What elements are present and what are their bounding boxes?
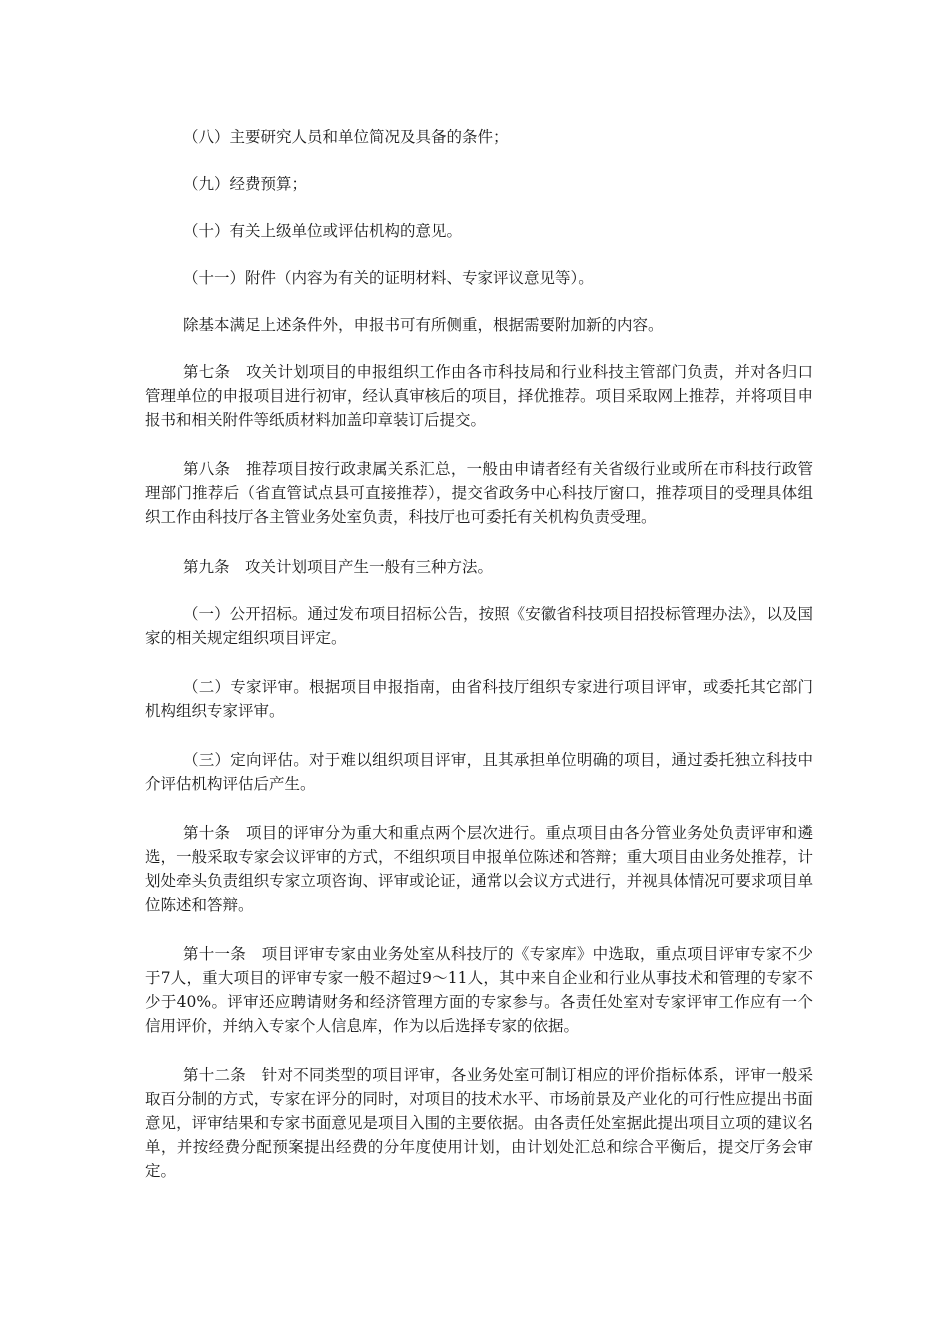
- paragraph-item-10: （十）有关上级单位或评估机构的意见。: [183, 222, 463, 240]
- paragraph-method-1: （一）公开招标。通过发布项目招标公告，按照《安徽省科技项目招投标管理办法》，以及国家的相关规定组织项目评定。: [145, 605, 813, 647]
- paragraph-item-8: （八）主要研究人员和单位简况及具备的条件；: [183, 128, 509, 146]
- paragraph-article-8: 第八条 推荐项目按行政隶属关系汇总，一般由申请者经有关省级行业或所在市科技行政管理部门推荐后（省直管试点县可直接推荐），提交省政务中心科技厅窗口，推荐项目的受理具体组织工作由科技厅各主管业务处室负责，科技厅也可委托有关机构负责受理。: [145, 460, 813, 526]
- paragraph-item-11: （十一）附件（内容为有关的证明材料、专家评议意见等）。: [183, 269, 594, 287]
- paragraph-article-9: 第九条 攻关计划项目产生一般有三种方法。: [183, 558, 494, 576]
- paragraph-article-11: 第十一条 项目评审专家由业务处室从科技厅的《专家库》中选取，重点项目评审专家不少于7人，重大项目的评审专家一般不超过9～11人，其中来自企业和行业从事技术和管理的专家不少于40%。评审还应聘请财务和经济管理方面的专家参与。各责任处室对专家评审工作应有一个信用评价，并纳入专家个人信息库，作为以后选择专家的依据。: [145, 945, 813, 1035]
- paragraph-supplement-note: 除基本满足上述条件外，申报书可有所侧重，根据需要附加新的内容。: [183, 316, 664, 334]
- paragraph-article-7: 第七条 攻关计划项目的申报组织工作由各市科技局和行业科技主管部门负责，并对各归口管理单位的申报项目进行初审，经认真审核后的项目，择优推荐。项目采取网上推荐，并将项目申报书和相关附件等纸质材料加盖印章装订后提交。: [145, 363, 813, 429]
- paragraph-article-10: 第十条 项目的评审分为重大和重点两个层次进行。重点项目由各分管业务处负责评审和遴选，一般采取专家会议评审的方式，不组织项目申报单位陈述和答辩；重大项目由业务处推荐，计划处牵头负责组织专家立项咨询、评审或论证，通常以会议方式进行，并视具体情况可要求项目单位陈述和答辩。: [145, 824, 813, 914]
- paragraph-method-3: （三）定向评估。对于难以组织项目评审，且其承担单位明确的项目，通过委托独立科技中介评估机构评估后产生。: [145, 751, 813, 793]
- paragraph-item-9: （九）经费预算；: [183, 175, 308, 193]
- paragraph-article-12: 第十二条 针对不同类型的项目评审，各业务处室可制订相应的评价指标体系，评审一般采取百分制的方式，专家在评分的同时，对项目的技术水平、市场前景及产业化的可行性应提出书面意见，评审结果和专家书面意见是项目入围的主要依据。由各责任处室据此提出项目立项的建议名单，并按经费分配预案提出经费的分年度使用计划，由计划处汇总和综合平衡后，提交厅务会审定。: [145, 1066, 813, 1180]
- paragraph-method-2: （二）专家评审。根据项目申报指南，由省科技厅组织专家进行项目评审，或委托其它部门 机构组织专家评审。: [145, 678, 829, 720]
